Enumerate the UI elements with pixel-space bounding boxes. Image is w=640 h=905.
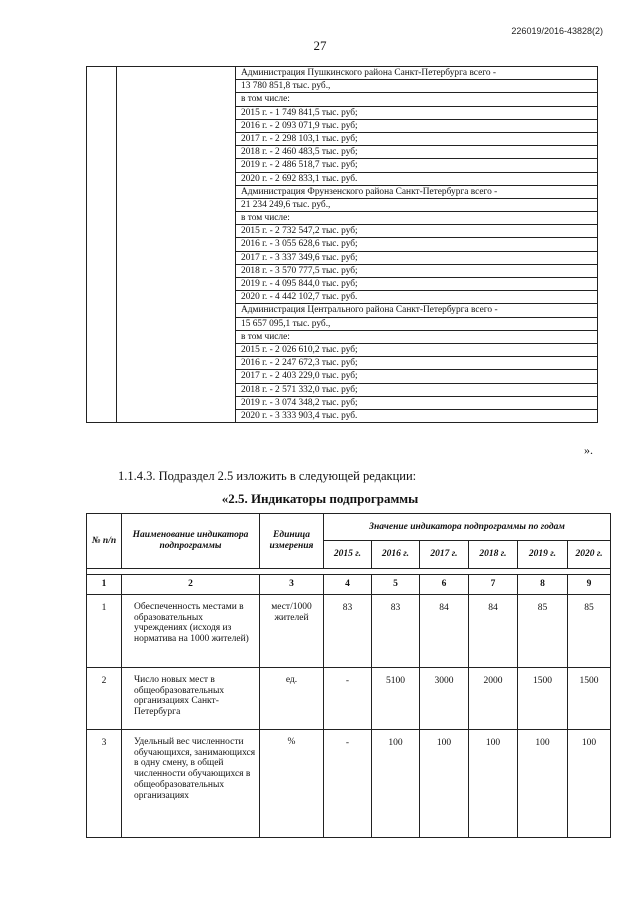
budget-line: 2015 г. - 1 749 841,5 тыс. руб; <box>236 106 598 119</box>
budget-line: 2017 г. - 3 337 349,6 тыс. руб; <box>236 251 598 264</box>
budget-empty-cell <box>117 67 236 423</box>
indicator-value: - <box>324 730 372 838</box>
header-num: № п/п <box>87 514 122 569</box>
indicator-value: 85 <box>518 595 568 668</box>
budget-line: 21 234 249,6 тыс. руб., <box>236 198 598 211</box>
indicator-value: 100 <box>568 730 611 838</box>
column-number: 5 <box>372 575 420 595</box>
budget-row <box>87 67 598 80</box>
budget-line: Администрация Фрунзенского района Санкт-Петербурга всего - <box>236 185 598 198</box>
indicator-num: 2 <box>87 668 122 730</box>
indicator-num: 1 <box>87 595 122 668</box>
budget-empty-cell <box>87 67 117 423</box>
budget-line: Администрация Пушкинского района Санкт-Петербурга всего - <box>236 67 598 80</box>
header-year: 2017 г. <box>420 541 469 569</box>
budget-line: 2015 г. - 2 732 547,2 тыс. руб; <box>236 225 598 238</box>
indicator-value: 100 <box>518 730 568 838</box>
indicator-value: 100 <box>469 730 518 838</box>
indicator-value: 100 <box>372 730 420 838</box>
document-number: 226019/2016-43828(2) <box>511 26 603 36</box>
indicator-value: 83 <box>372 595 420 668</box>
header-year: 2015 г. <box>324 541 372 569</box>
budget-line: 2017 г. - 2 298 103,1 тыс. руб; <box>236 132 598 145</box>
budget-line: в том числе: <box>236 212 598 225</box>
budget-line: 2015 г. - 2 026 610,2 тыс. руб; <box>236 343 598 356</box>
budget-line: 2019 г. - 4 095 844,0 тыс. руб; <box>236 278 598 291</box>
column-number: 8 <box>518 575 568 595</box>
column-number: 3 <box>260 575 324 595</box>
budget-table-body <box>87 67 598 423</box>
column-numbers-row <box>87 575 611 595</box>
indicator-value: 83 <box>324 595 372 668</box>
budget-line: 2016 г. - 3 055 628,6 тыс. руб; <box>236 238 598 251</box>
header-year: 2020 г. <box>568 541 611 569</box>
indicator-value: 3000 <box>420 668 469 730</box>
budget-line: 13 780 851,8 тыс. руб., <box>236 80 598 93</box>
budget-line: 2018 г. - 2 571 332,0 тыс. руб; <box>236 383 598 396</box>
budget-line: 2016 г. - 2 247 672,3 тыс. руб; <box>236 357 598 370</box>
header-year: 2019 г. <box>518 541 568 569</box>
section-heading: «2.5. Индикаторы подпрограммы <box>221 491 419 506</box>
column-number: 7 <box>469 575 518 595</box>
indicator-value: 100 <box>420 730 469 838</box>
indicator-value: 85 <box>568 595 611 668</box>
header-unit: Единица измерения <box>260 514 324 569</box>
indicator-unit: ед. <box>260 668 324 730</box>
budget-line: в том числе: <box>236 93 598 106</box>
column-number: 1 <box>87 575 122 595</box>
budget-line: Администрация Центрального района Санкт-Петербурга всего - <box>236 304 598 317</box>
indicator-value: 84 <box>469 595 518 668</box>
budget-line: 2019 г. - 3 074 348,2 тыс. руб; <box>236 396 598 409</box>
indicator-value: 5100 <box>372 668 420 730</box>
budget-line: 2020 г. - 3 333 903,4 тыс. руб. <box>236 409 598 422</box>
indicator-name: Число новых мест в общеобразовательных организациях Санкт-Петербурга <box>122 668 260 730</box>
budget-line: 2017 г. - 2 403 229,0 тыс. руб; <box>236 370 598 383</box>
indicator-value: 1500 <box>518 668 568 730</box>
budget-line: в том числе: <box>236 330 598 343</box>
column-number: 9 <box>568 575 611 595</box>
indicator-unit: мест/1000 жителей <box>260 595 324 668</box>
indicator-row <box>87 730 611 838</box>
budget-line: 2016 г. - 2 093 071,9 тыс. руб; <box>236 119 598 132</box>
indicator-value: 2000 <box>469 668 518 730</box>
closing-quote: ». <box>584 443 593 457</box>
column-number: 4 <box>324 575 372 595</box>
header-year: 2016 г. <box>372 541 420 569</box>
indicators-table <box>86 513 611 838</box>
budget-line: 2020 г. - 2 692 833,1 тыс. руб. <box>236 172 598 185</box>
indicator-value: 84 <box>420 595 469 668</box>
column-number: 6 <box>420 575 469 595</box>
indicator-value: 1500 <box>568 668 611 730</box>
page-number: 27 <box>313 38 327 53</box>
indicator-name: Обеспеченность местами в образовательных учреждениях (исходя из норматива на 1000 жителей) <box>122 595 260 668</box>
budget-line: 2018 г. - 2 460 483,5 тыс. руб; <box>236 146 598 159</box>
budget-table <box>86 66 598 423</box>
column-number: 2 <box>122 575 260 595</box>
header-year: 2018 г. <box>469 541 518 569</box>
budget-line: 2019 г. - 2 486 518,7 тыс. руб; <box>236 159 598 172</box>
budget-line: 2018 г. - 3 570 777,5 тыс. руб; <box>236 264 598 277</box>
indicator-row <box>87 668 611 730</box>
header-name: Наименование индикатора подпрограммы <box>122 514 260 569</box>
indicator-num: 3 <box>87 730 122 838</box>
indicator-row <box>87 595 611 668</box>
amendment-paragraph: 1.1.4.3. Подраздел 2.5 изложить в следующей редакции: <box>118 469 417 483</box>
header-values-group: Значение индикатора подпрограммы по годам <box>324 514 611 541</box>
indicator-value: - <box>324 668 372 730</box>
indicators-table-body <box>87 569 611 838</box>
budget-line: 15 657 095,1 тыс. руб., <box>236 317 598 330</box>
budget-line: 2020 г. - 4 442 102,7 тыс. руб. <box>236 291 598 304</box>
indicator-unit: % <box>260 730 324 838</box>
indicator-name: Удельный вес численности обучающихся, занимающихся в одну смену, в общей численности обучающихся в общеобразовательных организациях <box>122 730 260 838</box>
